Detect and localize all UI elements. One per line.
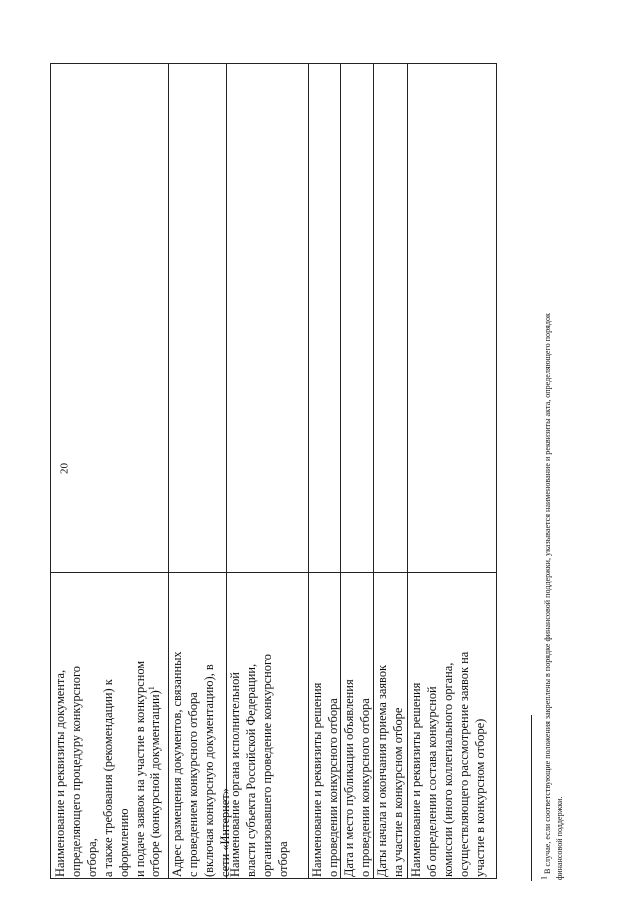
row-divider [407, 64, 408, 878]
table-row-label-dates: Даты начала и окончания приема заявок на участие в конкурсном отборе [375, 664, 405, 877]
table-row-label-commission: Наименование и реквизиты решения об определении состава конкурсной комиссии (иного коллегиального органа, осуществляющего рассмотрение заявок на участие в конкурсном отборе) [409, 651, 487, 877]
table-row-label-organizer: Наименование органа исполнительной власти субъекта Российской Федерации, организовавшего проведение конкурсного отбора [228, 654, 290, 877]
table-row-label-document: Наименование и реквизиты документа, определяющего процедуру конкурсного отбора, а также требования (рекомендации) к оформлению и подаче заявок на участие в конкурсном отборе (конкурсной документации)$^1$ [53, 660, 163, 877]
table-row-label-publication: Дата и место публикации объявления о проведении конкурсного отбора [342, 679, 372, 877]
footnote: $^1$ В случае, если соответствующие положения закреплены в порядке финансовой поддержки, указывается наименование и реквизиты акта, определяющего порядок финансовой поддержки. [539, 313, 564, 880]
table-row-label-decision: Наименование и реквизиты решения о проведении конкурсного отбора [310, 682, 340, 877]
footnote-reference: 1 [147, 686, 157, 691]
info-table [50, 63, 497, 879]
table-row-label-internet-address: Адрес размещения документов, связанных с проведением конкурсного отбора (включая конкурсную документацию), в сети «Интернет» [170, 651, 232, 877]
footnote-separator [531, 715, 532, 881]
row-divider [168, 64, 169, 878]
row-divider [308, 64, 309, 878]
footnote-marker: 1 [539, 876, 549, 880]
page-number: 20 [58, 463, 71, 474]
